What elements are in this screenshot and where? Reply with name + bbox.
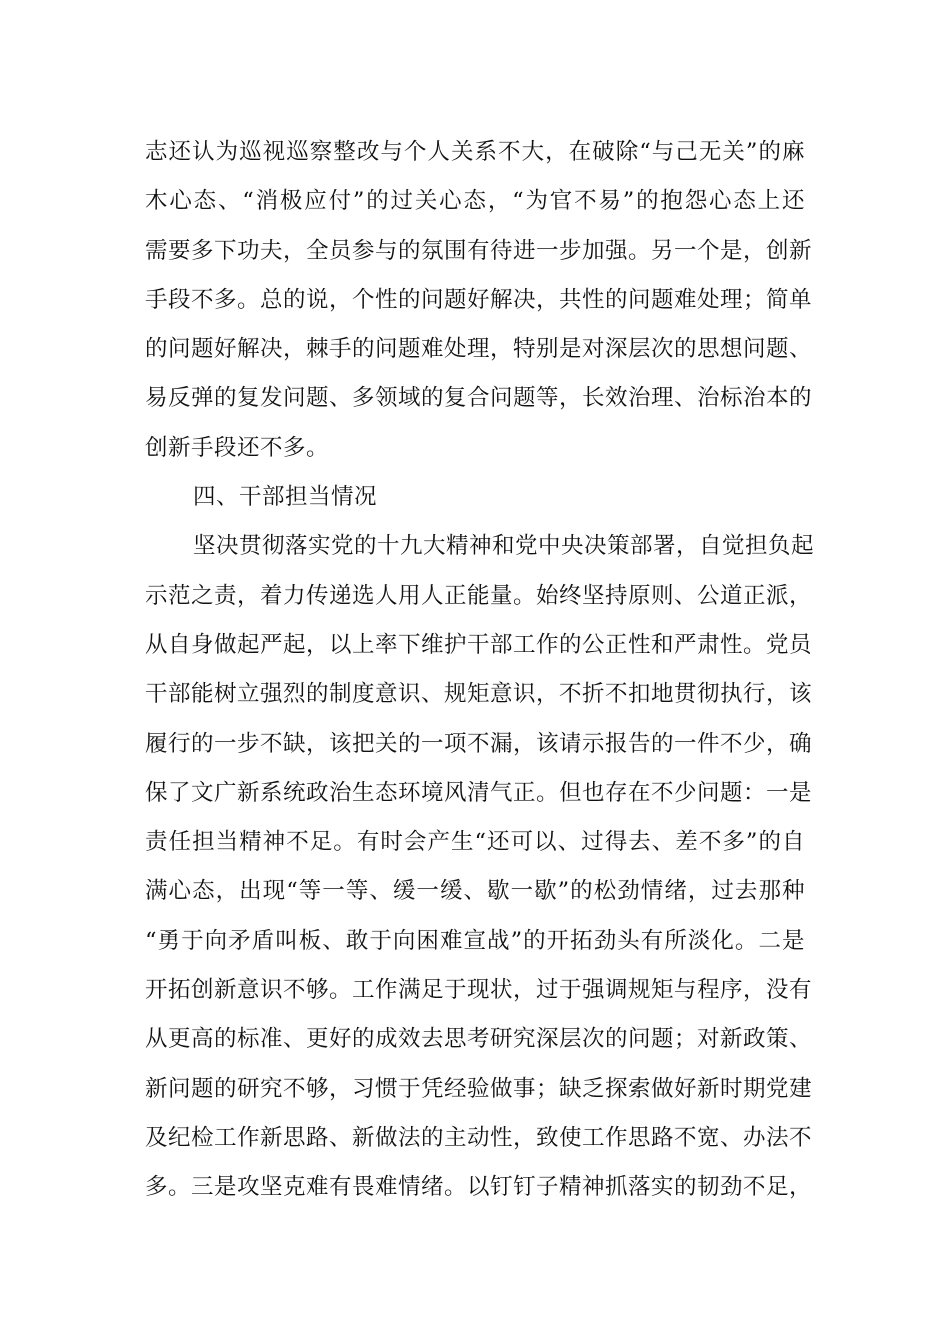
paragraph-line: 保了文广新系统政治生态环境风清气正。但也存在不少问题：一是 <box>145 779 813 806</box>
section-heading: 四、干部担当情况 <box>193 484 378 511</box>
paragraph-line: 需要多下功夫，全员参与的氛围有待进一步加强。另一个是，创新 <box>145 237 813 264</box>
paragraph-line: 手段不多。总的说，个性的问题好解决，共性的问题难处理；简单 <box>145 286 813 313</box>
body-text <box>145 128 815 1213</box>
paragraph-line: 开拓创新意识不够。工作满足于现状，过于强调规矩与程序，没有 <box>145 977 813 1004</box>
paragraph-line: 坚决贯彻落实党的十九大精神和党中央决策部署，自觉担负起 <box>193 533 815 560</box>
paragraph-line: 的问题好解决，棘手的问题难处理，特别是对深层次的思想问题、 <box>145 336 813 363</box>
paragraph-line: 多。三是攻坚克难有畏难情绪。以钉钉子精神抓落实的韧劲不足， <box>145 1174 813 1201</box>
paragraph-line: 新问题的研究不够，习惯于凭经验做事；缺乏探索做好新时期党建 <box>145 1075 813 1102</box>
paragraph-line: “勇于向矛盾叫板、敢于向困难宣战”的开拓劲头有所淡化。二是 <box>145 927 805 954</box>
paragraph-line: 履行的一步不缺，该把关的一项不漏，该请示报告的一件不少，确 <box>145 730 813 757</box>
paragraph-line: 创新手段还不多。 <box>145 434 330 461</box>
paragraph-line: 责任担当精神不足。有时会产生“还可以、过得去、差不多”的自 <box>145 829 805 856</box>
paragraph-line: 志还认为巡视巡察整改与个人关系不大，在破除“与己无关”的麻 <box>145 139 805 165</box>
paragraph-line: 木心态、“消极应付”的过关心态，“为官不易”的抱怨心态上还 <box>145 188 805 215</box>
paragraph-line: 易反弹的复发问题、多领域的复合问题等，长效治理、治标治本的 <box>145 385 813 412</box>
paragraph-line: 从更高的标准、更好的成效去思考研究深层次的问题；对新政策、 <box>145 1026 813 1053</box>
paragraph-line: 干部能树立强烈的制度意识、规矩意识，不折不扣地贯彻执行，该 <box>145 681 813 708</box>
paragraph-line: 及纪检工作新思路、新做法的主动性，致使工作思路不宽、办法不 <box>145 1124 813 1151</box>
paragraph-line: 示范之责，着力传递选人用人正能量。始终坚持原则、公道正派， <box>145 582 813 609</box>
paragraph-line: 满心态，出现“等一等、缓一缓、歇一歇”的松劲情绪，过去那种 <box>145 878 805 905</box>
paragraph-line: 从自身做起严起，以上率下维护干部工作的公正性和严肃性。党员 <box>145 631 813 658</box>
